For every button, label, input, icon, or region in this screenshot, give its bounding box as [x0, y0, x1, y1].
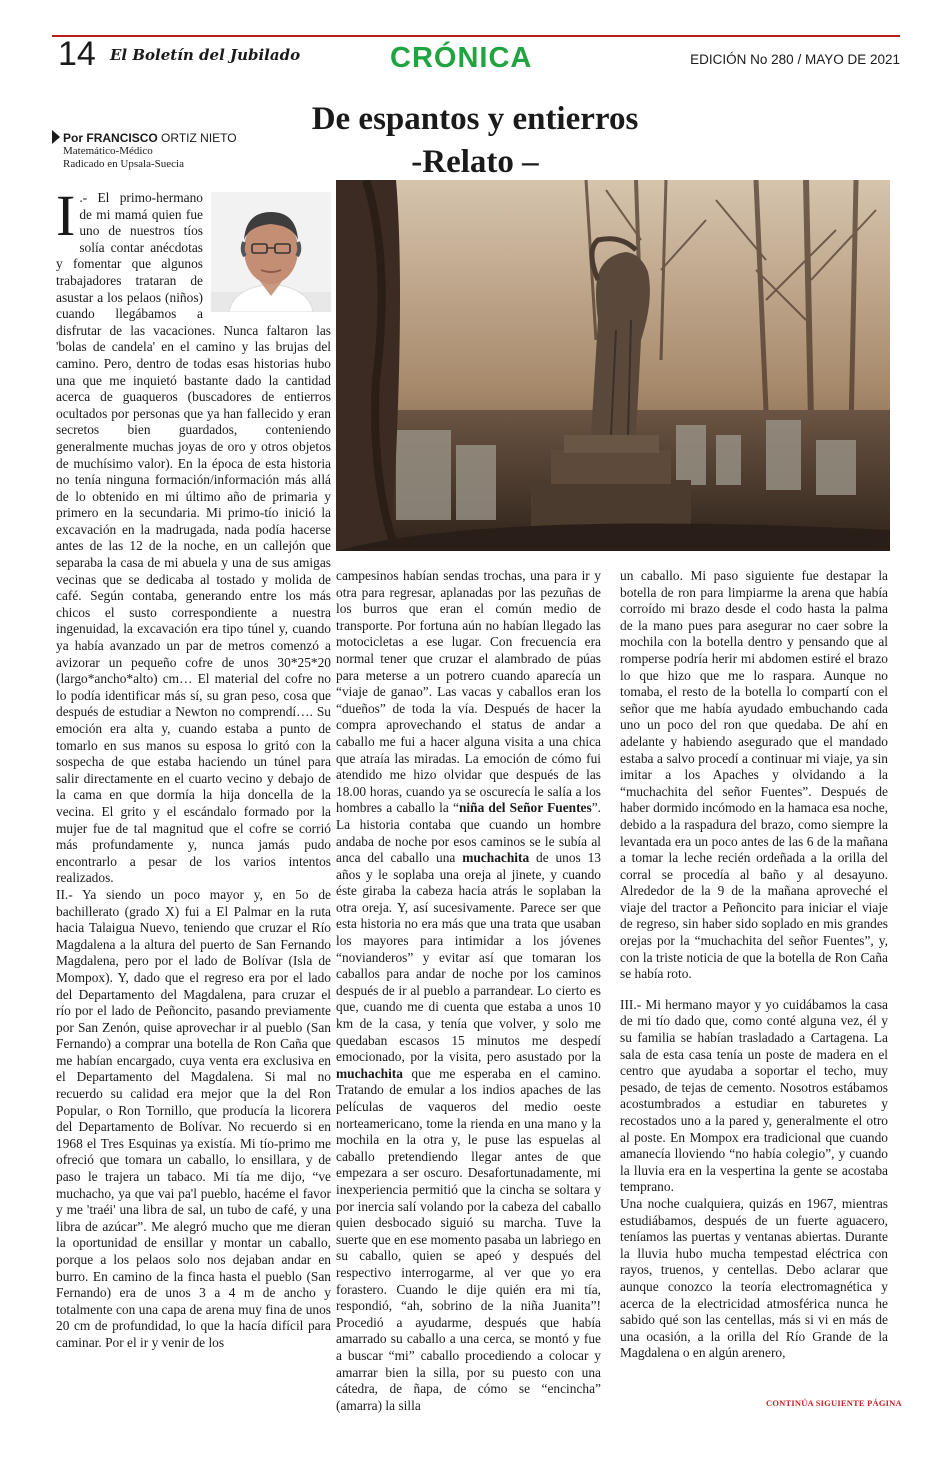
section-title: CRÓNICA [390, 42, 533, 74]
publication-name: El Boletín del Jubilado [110, 46, 301, 64]
cemetery-photo [336, 180, 890, 551]
author-portrait [211, 192, 331, 312]
article-paragraph: un caballo. Mi paso siguiente fue destapar la botella de ron para limpiarme la arena que había corroído mi brazo desde el codo hasta la palma de la mano pues para asegurar no caer sobre la mochila con la botella dentro y pensando que al romperse podría herir mi abdomen estiré el brazo lo que hizo que me lo raspara. Aunque no tomaba, el resto de la botella lo compartí con el señor que me había ayudado embuchando cada uno un poco del ron que quedaba. De ahí en adelante y habiendo asegurado que el mandado estaba a salvo procedí a continuar mi viaje, ya sin imitar a los Apaches y olvidando a la “muchachita del señor Fuentes”. Después de haber dormido incómodo en la hamaca esa noche, debido a la raspadura del brazo, como siempre la levantada era un poco antes de las 6 de la mañana a tomar la leche recién ordeñada a la orilla del corral se procedía al baño y al desayuno. Alrededor de la 9 de la mañana aproveché el viaje del tractor a Peñoncito para iniciar el viaje de regreso, sin haber sido soplado en mis grandes orejas por la “muchachita del señor Fuentes”, y, con la triste noticia de que la botella de Ron Caña se había roto. [620, 568, 888, 982]
text-run: de unos 13 años y le soplaba una oreja al jinete, y cuando éste giraba la cabeza hacia atrás le soplaban la otra oreja. Y, así sucesivamente. Parece ser que esta historia no era más que una trata que usaban los mayores para intimidar a los jóvenes “novianderos” y evitar así que tomaran los caballos para andar de noche por los caminos después de ir al pueblo a parrandear. Lo cierto es que, cuando me di cuenta que estaba a unos 10 km de la casa, y tenía que volver, y solo me quedaban escasos 15 minutos me despedí emocionado, por la visita, pero asustado por la [336, 850, 601, 1065]
triangle-marker-icon [52, 130, 60, 144]
edition-info: EDICIÓN No 280 / MAYO DE 2021 [690, 52, 900, 67]
paragraph-spacer [620, 983, 888, 997]
article-column-3 [620, 568, 888, 1362]
article-paragraph: Una noche cualquiera, quizás en 1967, mientras estudiábamos, después de un fuerte aguacero, teníamos las puertas y ventanas abiertas. Durante la lluvia hubo mucha tempestad eléctrica con rayos, truenos, y centellas. Debo aclarar que aunque conozco la teoría electromagnética y acerca de la electricidad atmosférica nunca he sabido qué son las centellas, más si vi en más de una ocasión, a la orilla del Río Grande de la Magdalena o en algún arenero, [620, 1195, 888, 1361]
text-run: campesinos habían sendas trochas, una para ir y otra para regresar, aplanadas por las pezuñas de los burros que eran el común medio de transporte. Por fortuna aún no habían llegado las motocicletas a ese lugar. Con frecuencia era normal tener que cruzar el alambrado de púas para meterse a un potrero cuando aparecía un “viaje de ganao”. Las vacas y caballos eran los “dueños” de toda la vía. Después de hacer la compra aprovechando el status de andar a caballo me fui a hacer alguna visita a una chica que atraía las miradas. La emoción de cómo fui atendido me hizo olvidar que después de las 18.00 horas, cuando ya se oscurecía le salía a los hombres a caballo la “ [336, 568, 601, 816]
bold-phrase: muchachita [336, 1065, 403, 1081]
title-line-2: -Relato – [411, 144, 539, 180]
byline-prefix: Por [63, 131, 84, 145]
continued-note: CONTINÚA SIGUIENTE PÁGINA [766, 1398, 902, 1408]
text-run: que me esperaba en el camino. Tratando de emular a los indios apaches de las películas de vaqueros del medio oeste norteamericano, tome la rienda en una mano y la mochila en la otra y, le puse las espuelas al caballo pretendiendo llegar antes de que empezara a ser oscuro. Desafortunadamente, mi inexperiencia permitió que la cincha se soltara y por inercia salí volando por la cabeza del caballo quien desbocado siguió su marcha. Tuve la suerte que en ese momento pasaba un labriego en su caballo, quien se apeó y después del respectivo interrogarme, al ver que yo era forastero. Cuando le dije quién era mi tía, respondió, “ah, sobrino de la niña Juanita”! Procedió a ayudarme, después que había amarrado su caballo a una cerca, se montó y fue a buscar “mi” caballo procediendo a colocar y amarrar bien la silla, por su puesto con una cátedra, de ñapa, de cómo se “encincha” (amarra) la silla [336, 1065, 601, 1413]
page-number: 14 [58, 35, 96, 73]
article-column-1 [56, 183, 331, 1352]
header-rule [52, 35, 900, 37]
byline-role: Matemático-Médico [63, 145, 153, 157]
byline [52, 130, 292, 171]
page-header [52, 30, 900, 82]
byline-surname: ORTIZ NIETO [161, 131, 237, 145]
article-paragraph: II.- Ya siendo un poco mayor y, en 5o de bachillerato (grado X) fui a El Palmar en la ruta hacia Talaigua Nuevo, teniendo que cruzar el Río Magdalena a la altura del puerto de San Fernando Magdalena, pero por el lado de Bolívar (Isla de Mompox). Y, dado que el regreso era por el lado del Departamento del Magdalena, para cruzar el río por el lado de Peñoncito, pasando previamente por San Zenón, quise aprovechar ir al pueblo (San Fernando) a comprar una botella de Ron Caña que me habían encargado, cuya venta era exclusiva en el Departamento del Magdalena. Si mal no recuerdo su calidad era mejor que la del Ron Popular, o Ron Tornillo, que producía la licorera del Departamento de Bolívar. No recuerdo si en 1968 el Tres Esquinas ya existía. Mi tío-primo me ofreció que tomara un caballo, lo ensillara, y de paso le trajera un tabaco. Mi tía me dijo, “ve muchacho, ya que vai pa'l pueblo, hacéme el favor y me 'traéi' una libra de sal, un tubo de café, y una libra de azúcar”. Me alegró mucho que me dieran la oportunidad de ensillar y montar un caballo, porque a los pelaos solo nos dejaban andar en burro. En camino de la finca hasta el pueblo (San Fernando) era de unos 3 a 4 m de ancho y totalmente con una capa de arena muy fina de unos 20 cm de profundidad, lo que la hacía difícil para caminar. Por el ir y venir de los [56, 886, 331, 1350]
text-run: ”. La historia contaba que cuando un hombre andaba de noche por esos caminos se le subía al anca del caballo una [336, 800, 601, 866]
paragraph-text: .- El primo-hermano de mi mamá quien fue uno de nuestros tíos solía contar anécdotas y fomentar que algunos trabajadores trataran de asustar a los pelaos (niños) cuando llegábamos a disfrutar de las vacaciones. Nunca faltaron las 'bolas de candela' en el camino y las brujas del camino. Pero, dentro de todas esas historias hubo una que me inquietó bastante dado la cantidad acerca de guaqueros (buscadores de entierros ocultados por personas que ya han fallecido y eran secretos bien guardados, conteniendo generalmente muchas joyas de oro y otros objetos de muchísimo valor). En la época de esta historia no tenía ninguna formación/información más allá de lo obtenido en mi último año de primaria y primero en la secundaria. Mi primo-tío inició la excavación en la madrugada, nada podía hacerse antes de las 12 de la noche, en un callejón que separaba la casa de mi abuela y una de sus amigas vecinas que se dedicaba al tostado y molida de café. Según contaba, generando entre los más chicos el susto correspondiente a nuestra ingenuidad, la excavación era tipo túnel y, cuando ya había avanzado un par de metros comenzó a avizorar un pequeño cofre de unos 30*25*20 (largo*ancho*alto) cm… El material del cofre no lo podía identificar más sí, su gran peso, cosa que después de estudiar a Newton no comprendí…. Su emoción era alta y, cuando estaba a punto de tomarlo en sus manos su esposa lo gritó con la sospecha de que estaba haciendo un túnel para salir directamente en el cuarto vecino y debajo de la cama en que dormía la hija doncella de la vecina. El grito y el escándalo formado por la mujer fue de tal magnitud que el cofre se corrió más profundamente y, nunca jamás pudo encontrarlo a pesar de los varios intentos realizados. [56, 190, 331, 886]
article-paragraph [336, 568, 601, 1414]
article-paragraph: III.- Mi hermano mayor y yo cuidábamos la casa de mi tío dado que, como conté alguna vez, él y su familia se habían trasladado a Cartagena. La sala de esta casa tenía un poste de madera en el centro que ayudaba a soportar el techo, muy pesado, de tejas de cemento. Nosotros estábamos acostumbrados a estudiar en taburetes y recostados uno a la pared y, generalmente el otro al poste. En Mompox era tradicional que cuando amanecía lloviendo “no había colegio”, y cuando la lluvia era en la vespertina la gente se acostaba temprano. [620, 996, 888, 1195]
article-title [270, 98, 680, 184]
bold-phrase: muchachita [462, 850, 530, 866]
byline-location: Radicado en Upsala-Suecia [63, 158, 184, 170]
bold-phrase: niña del Señor Fuentes [458, 800, 592, 816]
byline-name: FRANCISCO [86, 131, 158, 145]
title-line-1: De espantos y entierros [311, 101, 639, 137]
byline-author [52, 130, 292, 145]
article-column-2 [336, 568, 601, 1414]
dropcap: I [56, 183, 76, 248]
